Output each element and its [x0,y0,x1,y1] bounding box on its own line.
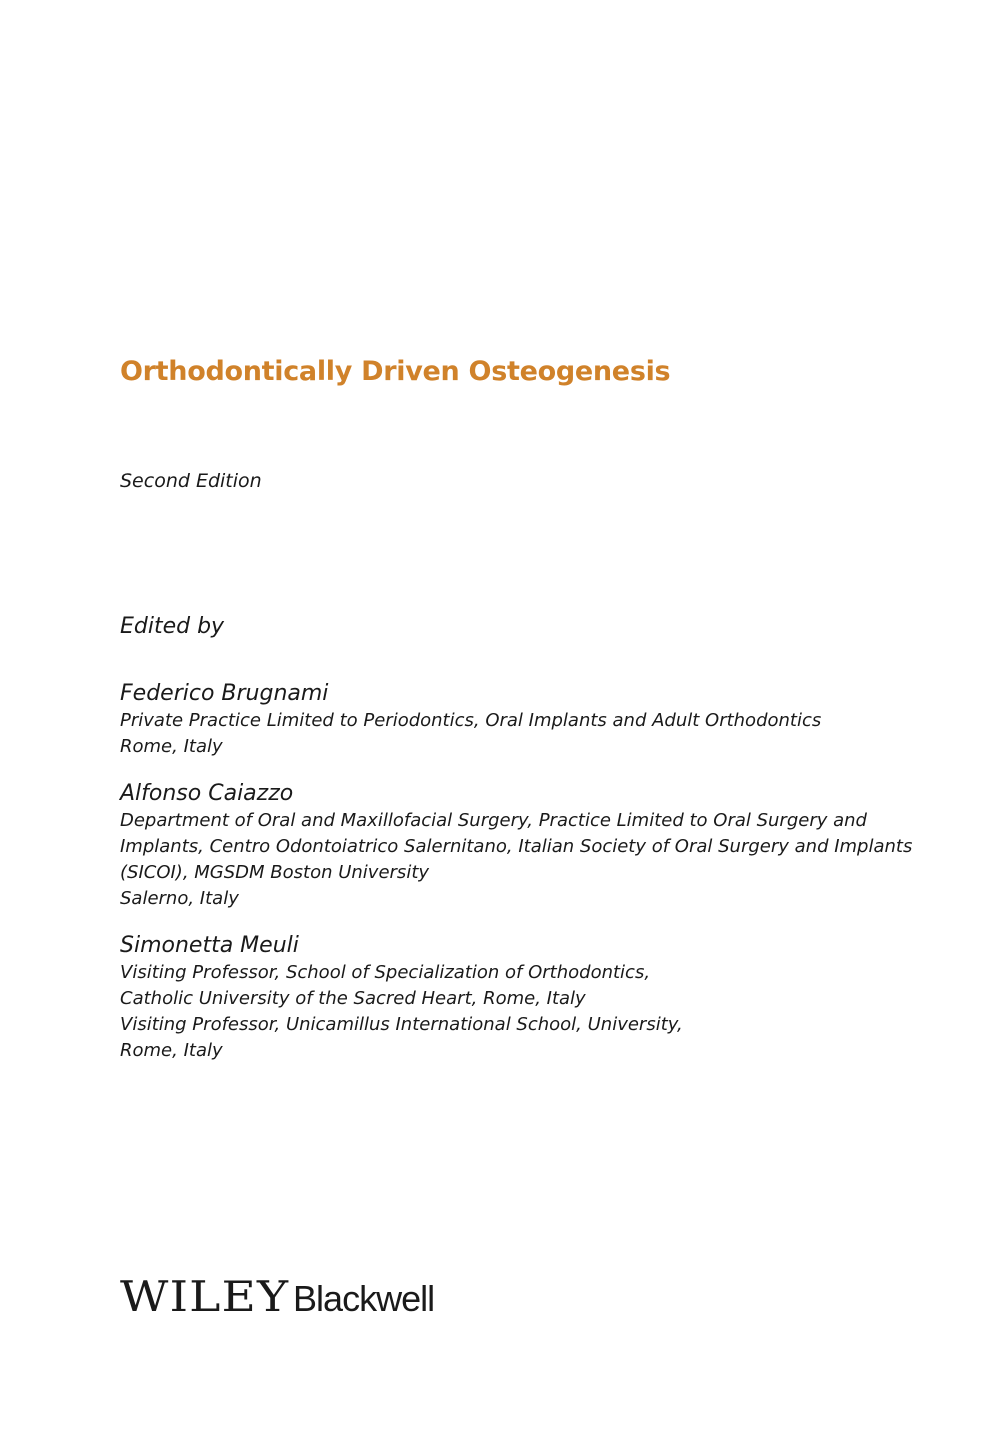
publisher-imprint: Blackwell [293,1278,435,1319]
editor-name: Federico Brugnami [120,681,329,706]
editor-affiliation-line: Rome, Italy [120,736,223,757]
editor-affiliation-line: Visiting Professor, School of Specialization of Orthodontics, [120,962,651,983]
editor-affiliation-line: Catholic University of the Sacred Heart, Rome, Italy [120,988,586,1009]
editor-affiliation-line: Private Practice Limited to Periodontics, Oral Implants and Adult Orthodontics [120,710,822,731]
editor-block [120,780,912,912]
publisher-logo [120,1272,434,1321]
edited-by-label: Edited by [120,614,225,639]
book-title: Orthodontically Driven Osteogenesis [120,356,671,387]
publisher-wordmark: WILEY [120,1272,290,1321]
editor-affiliation-line: Visiting Professor, Unicamillus International School, University, [120,1014,683,1035]
editor-block [120,680,821,760]
editor-affiliation-line: Rome, Italy [120,1040,223,1061]
editor-block [120,932,683,1064]
editor-affiliation-line: Salerno, Italy [120,888,239,909]
editor-affiliation-line: Implants, Centro Odontoiatrico Salernitano, Italian Society of Oral Surgery and Implants [120,836,913,857]
editor-name: Simonetta Meuli [120,933,299,958]
editor-affiliation-line: (SICOI), MGSDM Boston University [120,862,430,883]
editor-affiliation-line: Department of Oral and Maxillofacial Surgery, Practice Limited to Oral Surgery and [120,810,867,831]
editor-name: Alfonso Caiazzo [120,781,294,806]
edition-label: Second Edition [120,470,262,492]
